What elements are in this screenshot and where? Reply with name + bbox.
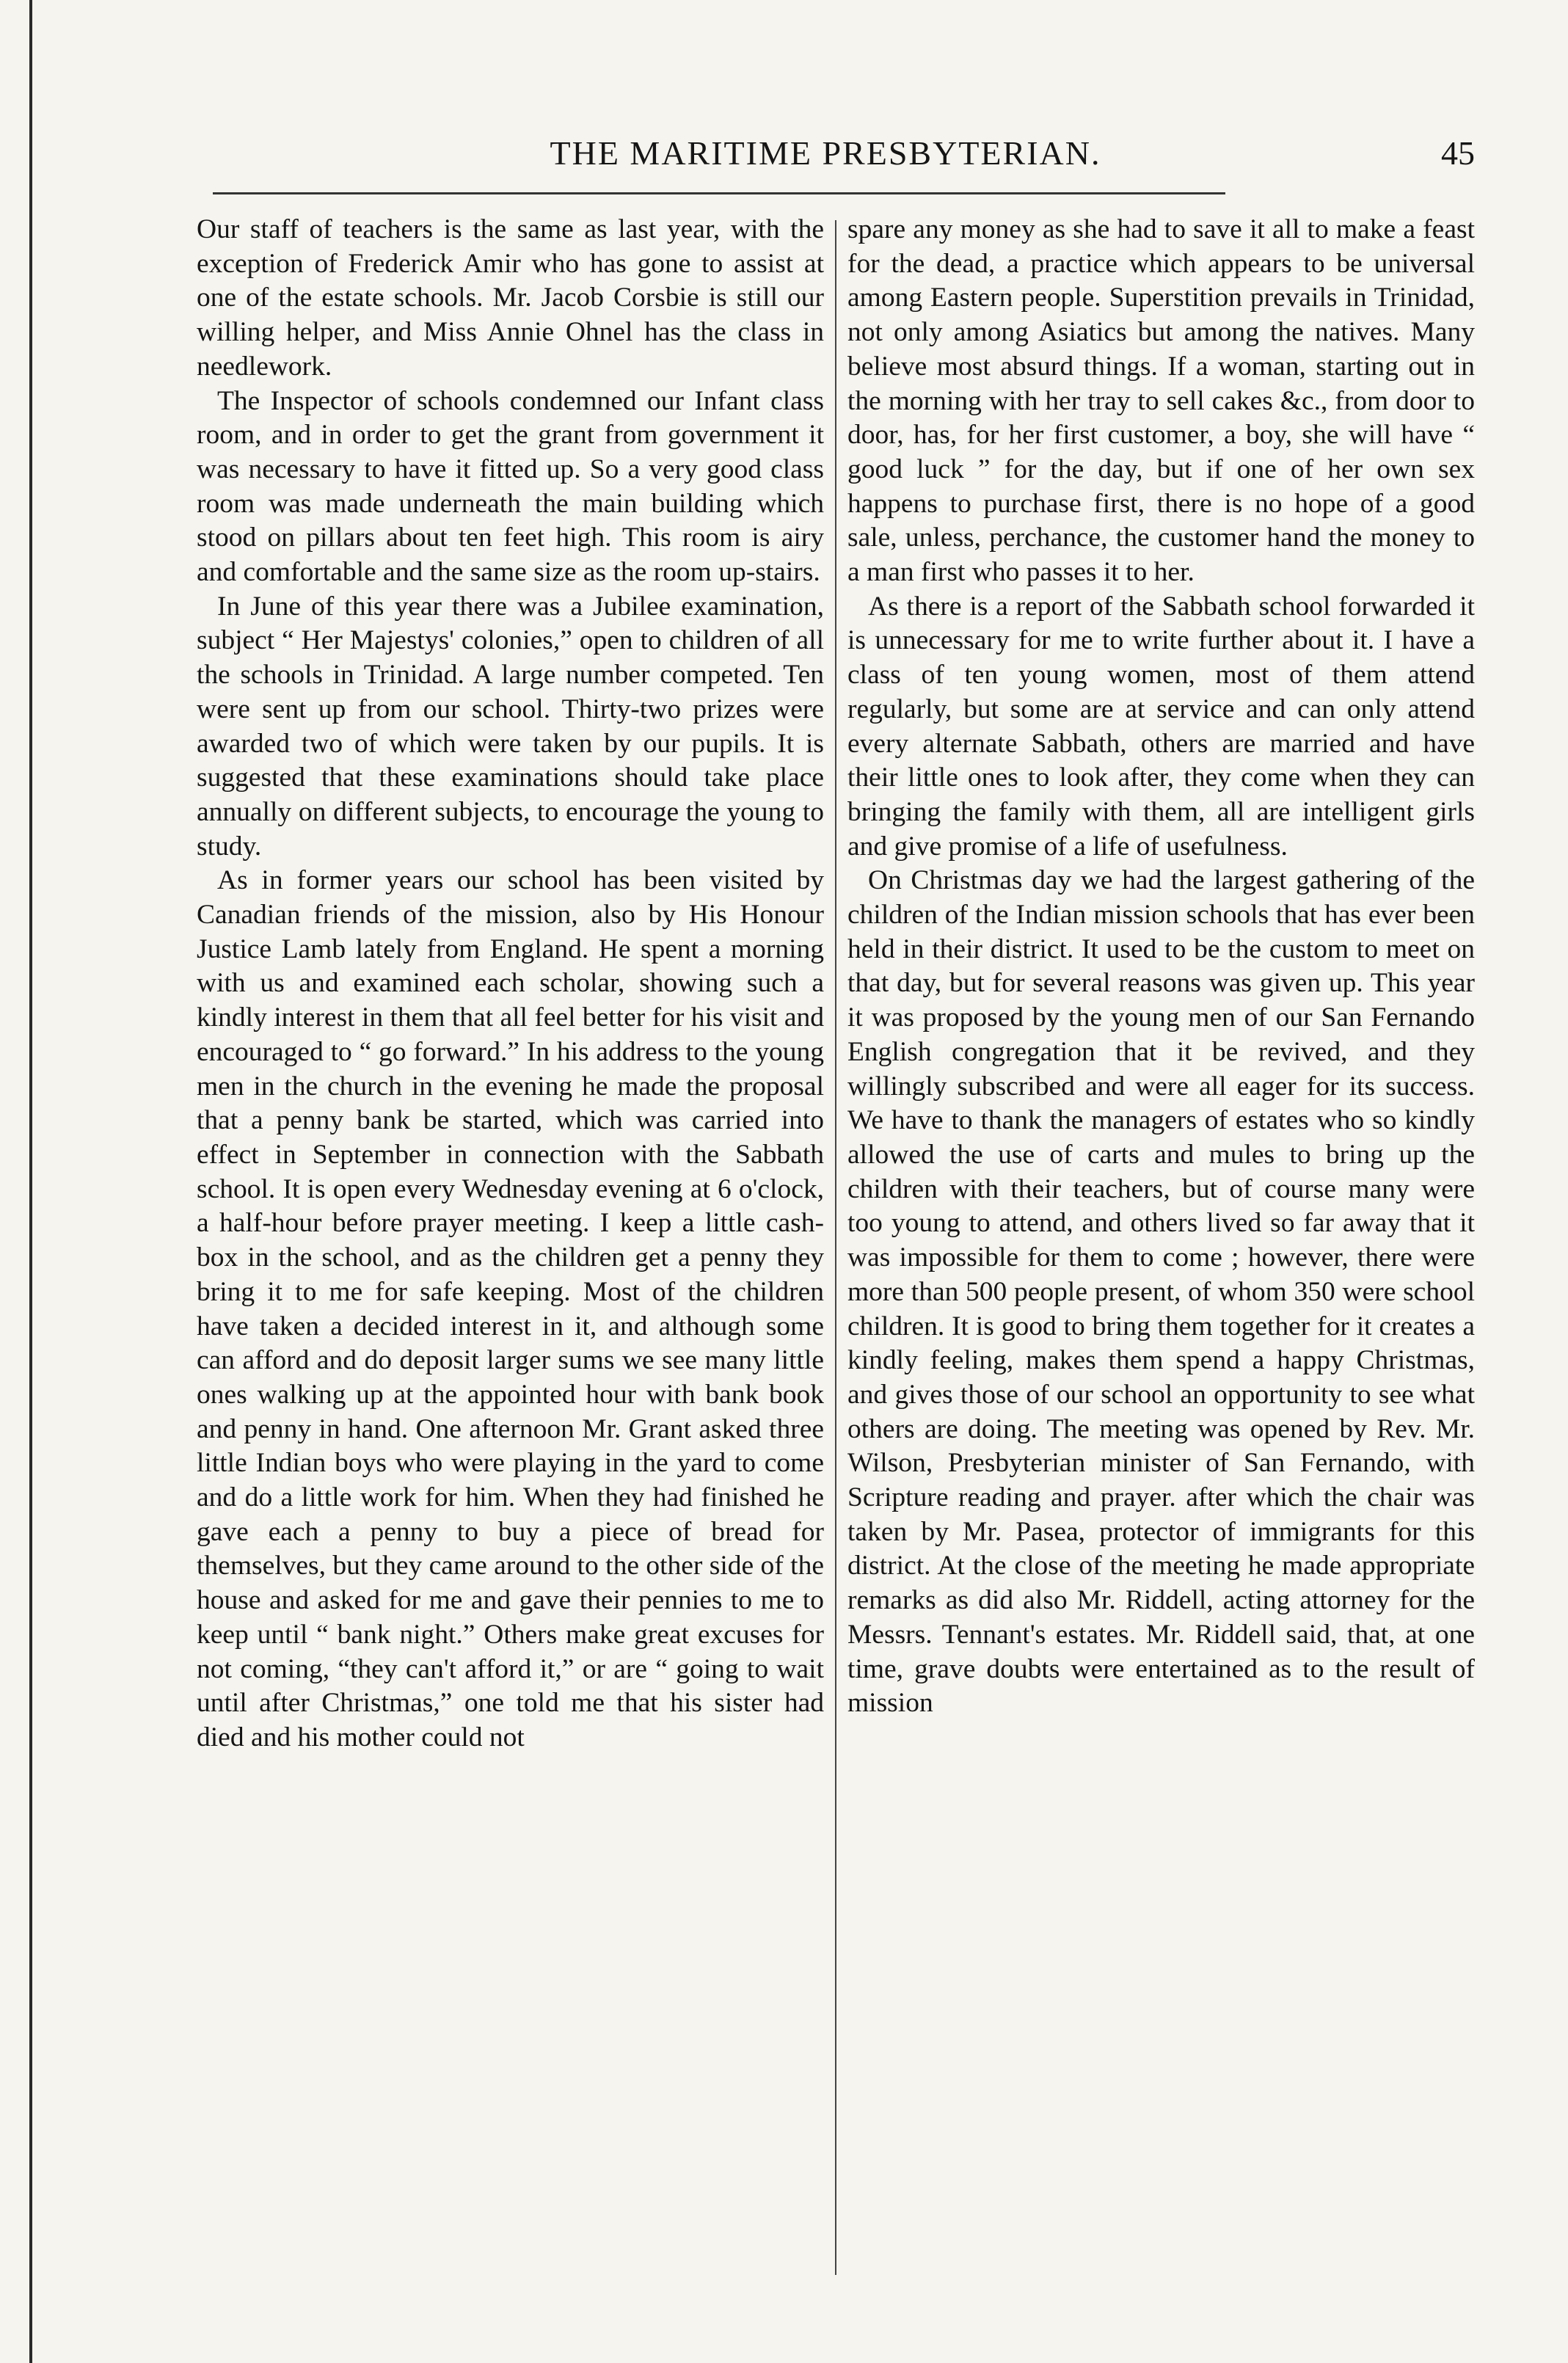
paragraph: On Christmas day we had the largest gathering of the children of the Indian mission schools that has ever been held in their district. It used to be the custom to meet on that day, but for several reasons was given up. This year it was proposed by the young men of our San Fernando English congregation that it be revived, and they willingly subscribed and were all eager for its success. We have to thank the managers of estates who so kindly allowed the use of carts and mules to bring up the children with their teachers, but of course many were too young to attend, and others lived so far away that it was impossible for them to come ; however, there were more than 500 people present, of whom 350 were school children. It is good to bring them together for it creates a kindly feeling, makes them spend a happy Christmas, and gives those of our school an opportunity to see what others are doing. The meeting was opened by Rev. Mr. Wilson, Presbyterian minister of San Fernando, with Scripture reading and prayer. after which the chair was taken by Mr. Pasea, protector of immigrants for this district. At the close of the meeting he made appropriate remarks as did also Mr. Riddell, acting attorney for the Messrs. Tennant's estates. Mr. Riddell said, that, at one time, grave doubts were entertained as to the result of mission <box>847 865 1475 1719</box>
right-column <box>847 213 1475 1721</box>
paragraph: As there is a report of the Sabbath school forwarded it is unnecessary for me to write further about it. I have a class of ten young women, most of them attend regularly, but some are at service and can only attend every alternate Sabbath, others are married and have their little ones to look after, they come when they can bringing the family with them, all are intelligent girls and give promise of a life of usefulness. <box>847 591 1475 862</box>
paragraph: The Inspector of schools condemned our Infant class room, and in order to get the grant from government it was necessary to have it fitted up. So a very good class room was made underneath the main building which stood on pillars about ten feet high. This room is airy and comfortable and the same size as the room up-stairs. <box>197 385 824 588</box>
paragraph: Our staff of teachers is the same as last year, with the exception of Frederick Amir who has gone to assist at one of the estate schools. Mr. Jacob Corsbie is still our willing helper, and Miss Annie Ohnel has the class in needlework. <box>197 214 824 382</box>
paragraph: In June of this year there was a Jubilee examination, subject “ Her Majestys' colonies,” open to children of all the schools in Trinidad. A large number competed. Ten were sent up from our school. Thirty-two prizes were awarded two of which were taken by our pupils. It is suggested that these examinations should take place annually on different subjects, to encourage the young to study. <box>197 591 824 862</box>
left-column <box>197 213 824 1755</box>
binding-edge-line <box>29 0 32 2363</box>
paragraph: spare any money as she had to save it all to make a feast for the dead, a practice which appears to be universal among Eastern people. Superstition prevails in Trinidad, not only among Asiatics but among the natives. Many believe most absurd things. If a woman, starting out in the morning with her tray to sell cakes &c., from door to door, has, for her first customer, a boy, she will have “ good luck ” for the day, but if one of her own sex happens to purchase first, there is no hope of a good sale, unless, perchance, the customer hand the money to a man first who passes it to her. <box>847 214 1475 588</box>
paragraph: As in former years our school has been visited by Canadian friends of the mission, also by His Honour Justice Lamb lately from England. He spent a morning with us and examined each scholar, showing such a kindly interest in them that all feel better for his visit and encouraged to “ go forward.” In his address to the young men in the church in the evening he made the proposal that a penny bank be started, which was carried into effect in September in connection with the Sabbath school. It is open every Wednesday evening at 6 o'clock, a half-hour before prayer meeting. I keep a little cash-box in the school, and as the children get a penny they bring it to me for safe keeping. Most of the children have taken a decided interest in it, and although some can afford and do deposit larger sums we see many little ones walking up at the appointed hour with bank book and penny in hand. One afternoon Mr. Grant asked three little Indian boys who were playing in the yard to come and do a little work for him. When they had finished he gave each a penny to buy a piece of bread for themselves, but they came around to the other side of the house and asked for me and gave their pennies to me to keep until “ bank night.” Others make great excuses for not coming, “they can't afford it,” or are “ going to wait until after Christmas,” one told me that his sister had died and his mother could not <box>197 865 824 1752</box>
journal-title: THE MARITIME PRESBYTERIAN. <box>550 134 1101 172</box>
header-rule <box>213 192 1225 194</box>
column-divider <box>835 220 836 2275</box>
page-number: 45 <box>1441 134 1475 172</box>
running-head <box>176 129 1475 173</box>
